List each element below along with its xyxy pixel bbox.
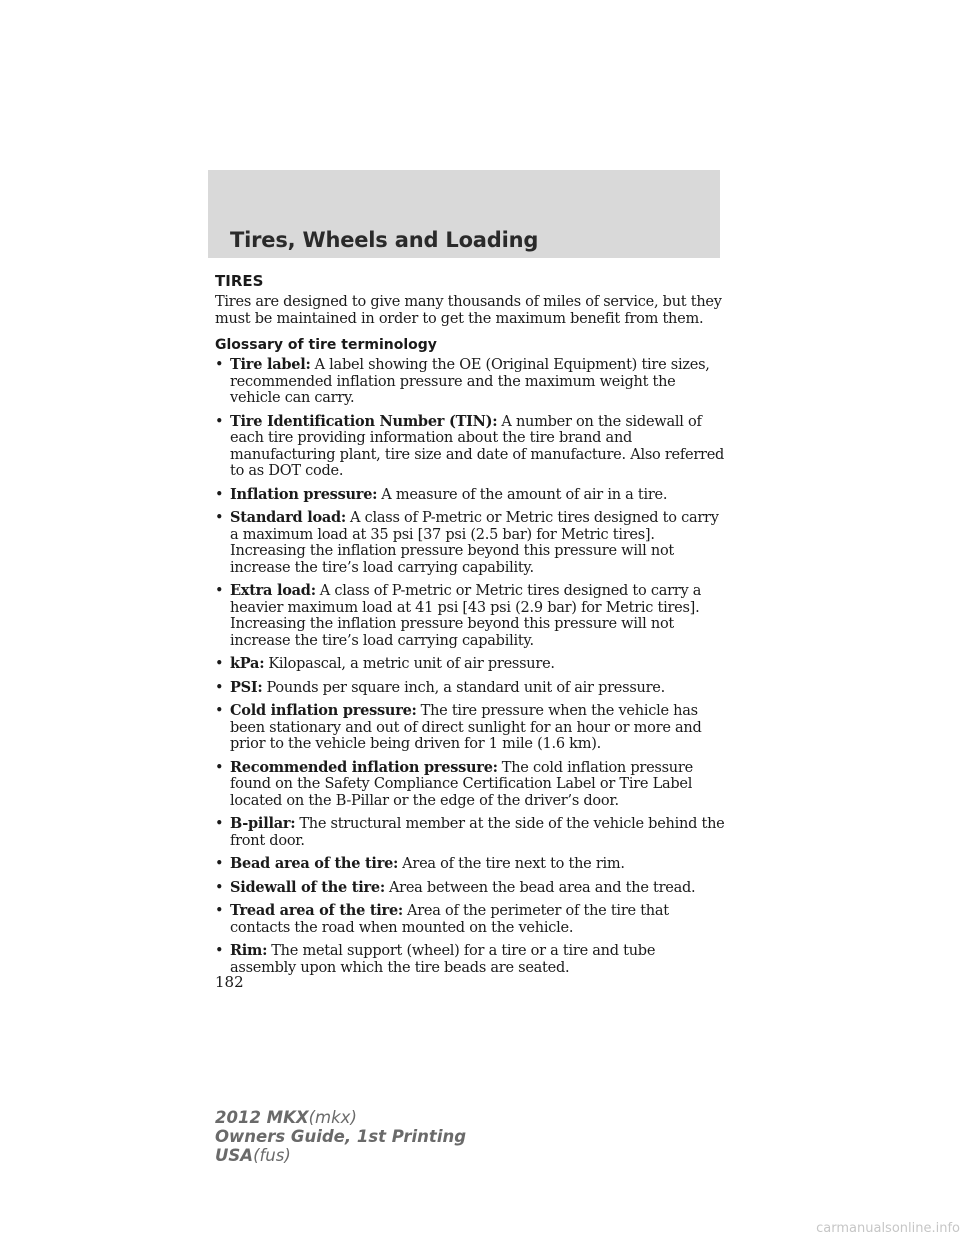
- glossary-definition: Area of the perimeter of the tire that contacts the road when mounted on the vehicle.: [230, 903, 669, 936]
- glossary-definition: The tire pressure when the vehicle has been stationary and out of direct sunlight for an hour or more and prior to the vehicle being driven for 1 mile (1.6 km).: [230, 703, 702, 752]
- footer-model-code: (mkx): [308, 1108, 357, 1127]
- bullet-icon: •: [215, 816, 224, 832]
- bullet-icon: •: [215, 703, 224, 719]
- bullet-icon: •: [215, 510, 224, 526]
- footer-edition: Owners Guide, 1st Printing: [215, 1127, 467, 1146]
- glossary-heading: Glossary of tire terminology: [215, 337, 437, 353]
- glossary-definition: Area between the bead area and the tread.: [388, 879, 696, 896]
- glossary-item: [215, 583, 725, 649]
- glossary-term: Extra load:: [230, 582, 316, 599]
- glossary-term: Tire label:: [230, 356, 311, 373]
- glossary-item: [215, 656, 725, 673]
- glossary-item: [215, 816, 725, 849]
- bullet-icon: •: [215, 856, 224, 872]
- glossary-term: Sidewall of the tire:: [230, 878, 385, 896]
- glossary-definition: The structural member at the side of the vehicle behind the front door.: [230, 816, 725, 849]
- glossary-term: Tread area of the tire:: [230, 902, 404, 919]
- glossary-definition: A measure of the amount of air in a tire.: [381, 486, 668, 503]
- glossary-item: [215, 760, 725, 810]
- footer-market: USA: [215, 1146, 254, 1165]
- glossary-item: [215, 414, 725, 480]
- glossary-definition: A number on the sidewall of each tire providing information about the tire brand and manufacturing plant, tire size and date of manufacture. Also referred to as DOT code.: [230, 413, 725, 479]
- glossary-definition: A class of P-metric or Metric tires designed to carry a maximum load at 35 psi [37 psi (2.5 bar) for Metric tires]. Increasing the inflation pressure beyond this pressure will not increase the tire’s load carrying capability.: [230, 510, 719, 576]
- glossary-item: [215, 880, 725, 897]
- glossary-definition: The metal support (wheel) for a tire or a tire and tube assembly upon which the tire beads are seated.: [230, 943, 656, 976]
- glossary-term: Recommended inflation pressure:: [230, 758, 498, 776]
- glossary-list: [215, 357, 725, 976]
- glossary-term: kPa:: [230, 655, 265, 672]
- glossary-term: PSI:: [230, 678, 263, 696]
- glossary-item: [215, 703, 725, 753]
- bullet-icon: •: [215, 679, 224, 696]
- footer-model: 2012 MKX: [215, 1108, 309, 1127]
- footer-market-code: (fus): [253, 1146, 291, 1165]
- glossary-definition: Kilopascal, a metric unit of air pressure.: [268, 656, 555, 672]
- glossary-term: B-pillar:: [230, 815, 296, 832]
- bullet-icon: •: [215, 879, 224, 896]
- glossary-term: Bead area of the tire:: [230, 855, 399, 872]
- page-number: 182: [215, 973, 244, 991]
- glossary-term: Rim:: [230, 942, 268, 959]
- glossary-item: [215, 487, 725, 504]
- glossary-item: [215, 943, 725, 976]
- glossary-term: Inflation pressure:: [230, 485, 378, 503]
- glossary-item: [215, 680, 725, 697]
- bullet-icon: •: [215, 486, 224, 503]
- glossary-definition: The cold inflation pressure found on the Safety Compliance Certification Label or Tire Label located on the B-Pillar or the edge of the driver’s door.: [230, 759, 693, 809]
- glossary-term: Tire Identification Number (TIN):: [230, 412, 498, 430]
- section-title: Tires, Wheels and Loading: [230, 228, 539, 252]
- bullet-icon: •: [215, 903, 224, 919]
- bullet-icon: •: [215, 759, 224, 776]
- bullet-icon: •: [215, 656, 224, 672]
- bullet-icon: •: [215, 943, 224, 959]
- glossary-definition: A label showing the OE (Original Equipment) tire sizes, recommended inflation pressure and the maximum weight the vehicle can carry.: [230, 357, 710, 406]
- glossary-item: [215, 510, 725, 576]
- glossary-definition: Area of the tire next to the rim.: [402, 856, 625, 872]
- intro-paragraph: Tires are designed to give many thousands of miles of service, but they must be maintained in order to get the maximum benefit from them.: [215, 294, 722, 327]
- glossary-definition: A class of P-metric or Metric tires designed to carry a heavier maximum load at 41 psi [43 psi (2.9 bar) for Metric tires]. Increasing the inflation pressure beyond this pressure will not increase the tire’s load carrying capability.: [230, 583, 702, 649]
- page-content: [215, 272, 725, 983]
- bullet-icon: •: [215, 357, 224, 373]
- print-footer: [215, 1108, 466, 1165]
- glossary-item: [215, 856, 725, 873]
- glossary-term: Cold inflation pressure:: [230, 702, 417, 719]
- bullet-icon: •: [215, 413, 224, 430]
- tires-heading: TIRES: [215, 272, 264, 290]
- glossary-term: Standard load:: [230, 509, 347, 526]
- bullet-icon: •: [215, 583, 224, 599]
- glossary-item: [215, 903, 725, 936]
- glossary-item: [215, 357, 725, 407]
- site-watermark: carmanualsonline.info: [816, 1221, 960, 1236]
- glossary-definition: Pounds per square inch, a standard unit of air pressure.: [266, 679, 665, 696]
